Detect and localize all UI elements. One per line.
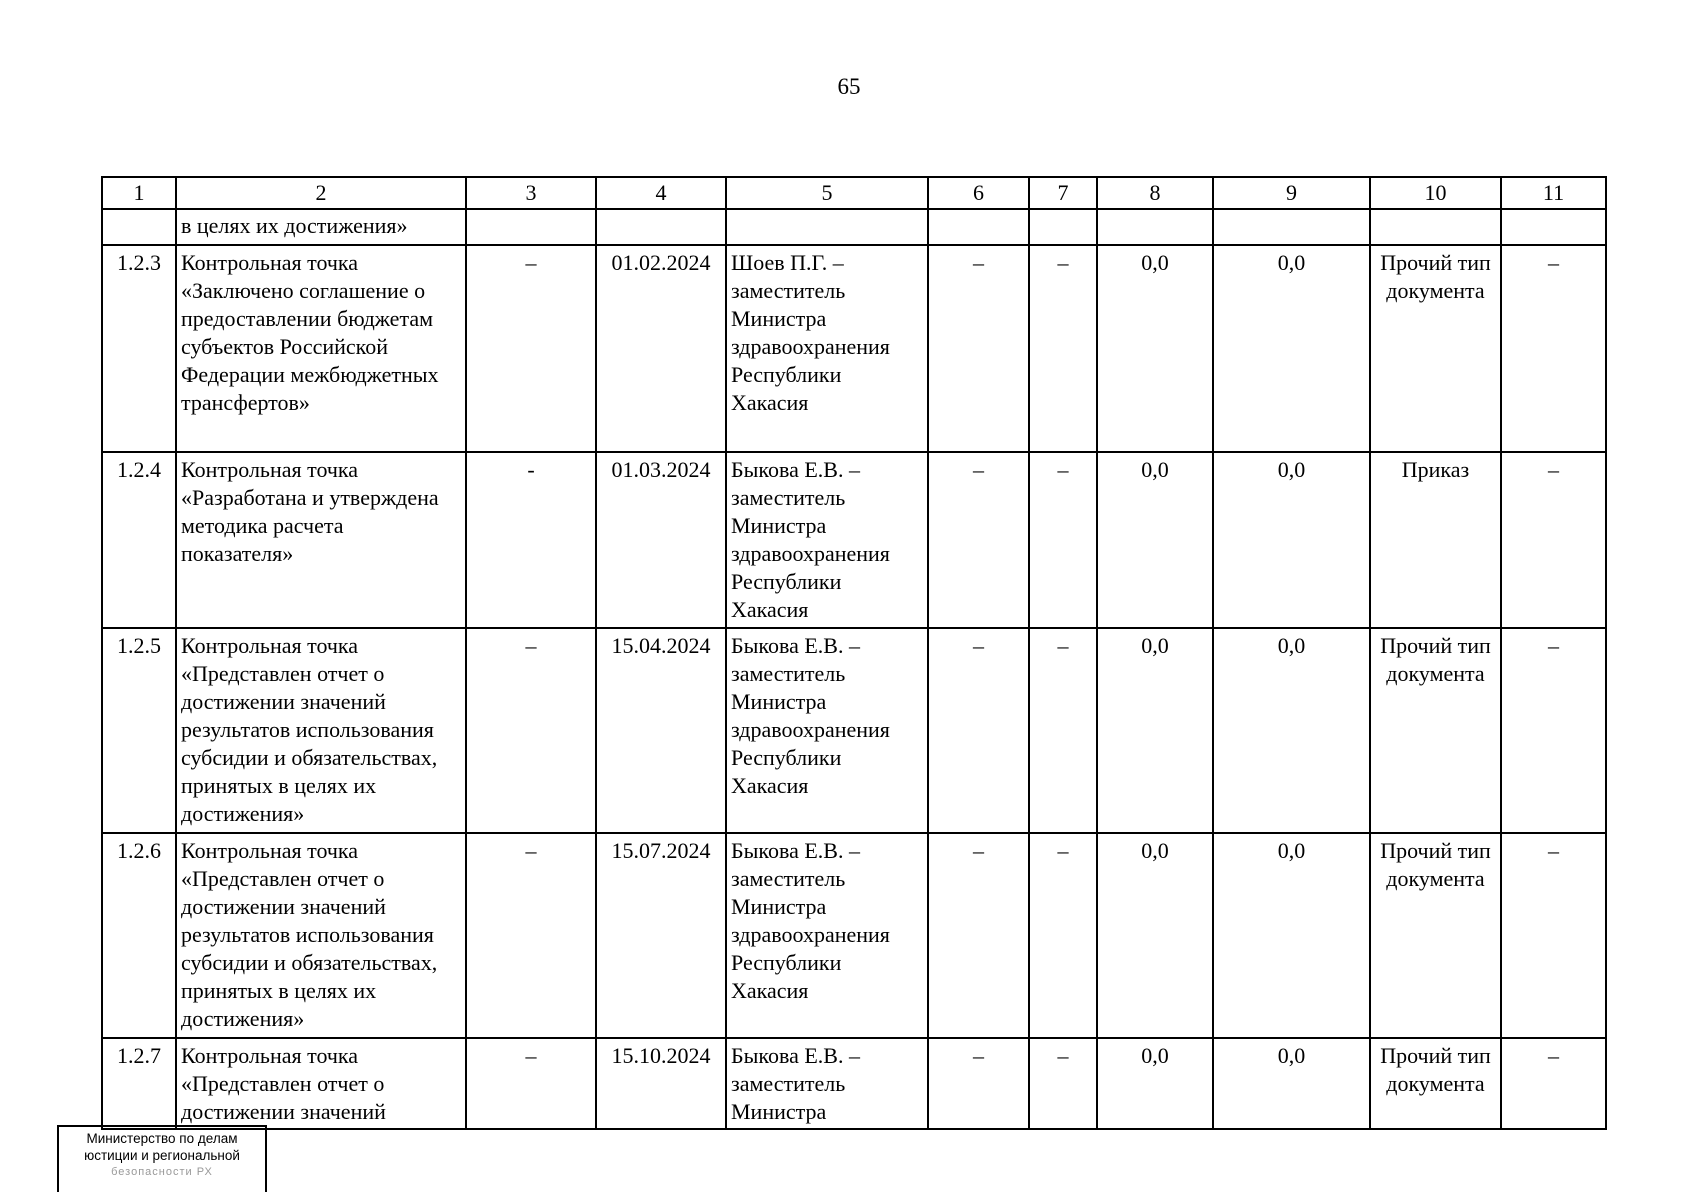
stamp-line: Министерство по делам <box>86 1131 238 1146</box>
document-type: Прочий тип документа <box>1370 833 1501 1038</box>
cell-col11: – <box>1501 452 1606 628</box>
header-cell: 6 <box>928 177 1029 209</box>
cell-col7: – <box>1029 628 1097 833</box>
document-type: Приказ <box>1370 452 1501 628</box>
cell-col6: – <box>928 1038 1029 1129</box>
responsible-person: Быкова Е.В. – заместитель Министра здравоохранения Республики Хакасия <box>726 452 928 628</box>
table-row <box>102 628 1606 833</box>
due-date: 15.04.2024 <box>596 628 726 833</box>
cell-col11: – <box>1501 245 1606 452</box>
checkpoint-name: Контрольная точка «Представлен отчет о достижении значений результатов использования субсидии и обязательствах, принятых в целях их достижения» <box>176 833 466 1038</box>
header-cell: 4 <box>596 177 726 209</box>
stamp-line: безопасности РХ <box>111 1166 213 1178</box>
table-row <box>102 245 1606 452</box>
cell-col3: – <box>466 833 596 1038</box>
cell-col3: – <box>466 628 596 833</box>
due-date: 15.07.2024 <box>596 833 726 1038</box>
continuation-text: в целях их достижения» <box>176 209 466 245</box>
header-cell: 11 <box>1501 177 1606 209</box>
cell-col8: 0,0 <box>1097 1038 1213 1129</box>
responsible-person: Шоев П.Г. – заместитель Министра здравоохранения Республики Хакасия <box>726 245 928 452</box>
cell-col9: 0,0 <box>1213 452 1370 628</box>
cell-col11: – <box>1501 628 1606 833</box>
continuation-row <box>102 209 1606 245</box>
row-number: 1.2.6 <box>102 833 176 1038</box>
checkpoint-name: Контрольная точка «Представлен отчет о достижении значений <box>176 1038 466 1129</box>
cell-col9: 0,0 <box>1213 833 1370 1038</box>
cell-col3: - <box>466 452 596 628</box>
document-type: Прочий тип документа <box>1370 628 1501 833</box>
cell-col7: – <box>1029 1038 1097 1129</box>
row-number: 1.2.7 <box>102 1038 176 1129</box>
cell-col6: – <box>928 833 1029 1038</box>
cell-col6: – <box>928 452 1029 628</box>
table-row <box>102 452 1606 628</box>
header-cell: 9 <box>1213 177 1370 209</box>
cell-col8: 0,0 <box>1097 628 1213 833</box>
cell-col11: – <box>1501 833 1606 1038</box>
row-number: 1.2.5 <box>102 628 176 833</box>
cell-col8: 0,0 <box>1097 245 1213 452</box>
cell-col8: 0,0 <box>1097 452 1213 628</box>
responsible-person: Быкова Е.В. – заместитель Министра <box>726 1038 928 1129</box>
responsible-person: Быкова Е.В. – заместитель Министра здравоохранения Республики Хакасия <box>726 628 928 833</box>
header-cell: 10 <box>1370 177 1501 209</box>
control-points-table <box>101 176 1607 1130</box>
due-date: 01.02.2024 <box>596 245 726 452</box>
cell-col9: 0,0 <box>1213 245 1370 452</box>
due-date: 01.03.2024 <box>596 452 726 628</box>
cell-col11: – <box>1501 1038 1606 1129</box>
registration-stamp <box>57 1125 267 1192</box>
table-header-row <box>102 177 1606 209</box>
document-type: Прочий тип документа <box>1370 1038 1501 1129</box>
cell-col7: – <box>1029 245 1097 452</box>
checkpoint-name: Контрольная точка «Заключено соглашение о предоставлении бюджетам субъектов Российской Федерации межбюджетных трансфертов» <box>176 245 466 452</box>
header-cell: 1 <box>102 177 176 209</box>
document-type: Прочий тип документа <box>1370 245 1501 452</box>
stamp-line: юстиции и региональной <box>84 1148 240 1163</box>
cell-col3: – <box>466 245 596 452</box>
cell-col6: – <box>928 245 1029 452</box>
cell-col6: – <box>928 628 1029 833</box>
checkpoint-name: Контрольная точка «Разработана и утверждена методика расчета показателя» <box>176 452 466 628</box>
cell-col3: – <box>466 1038 596 1129</box>
checkpoint-name: Контрольная точка «Представлен отчет о достижении значений результатов использования субсидии и обязательствах, принятых в целях их достижения» <box>176 628 466 833</box>
header-cell: 7 <box>1029 177 1097 209</box>
page-number: 65 <box>837 74 861 99</box>
header-cell: 2 <box>176 177 466 209</box>
cell-col7: – <box>1029 452 1097 628</box>
cell-col9: 0,0 <box>1213 1038 1370 1129</box>
table-row <box>102 1038 1606 1129</box>
cell-col8: 0,0 <box>1097 833 1213 1038</box>
header-cell: 3 <box>466 177 596 209</box>
due-date: 15.10.2024 <box>596 1038 726 1129</box>
header-cell: 8 <box>1097 177 1213 209</box>
cell-col7: – <box>1029 833 1097 1038</box>
row-number: 1.2.3 <box>102 245 176 452</box>
table-row <box>102 833 1606 1038</box>
cell-col9: 0,0 <box>1213 628 1370 833</box>
header-cell: 5 <box>726 177 928 209</box>
responsible-person: Быкова Е.В. – заместитель Министра здравоохранения Республики Хакасия <box>726 833 928 1038</box>
row-number: 1.2.4 <box>102 452 176 628</box>
